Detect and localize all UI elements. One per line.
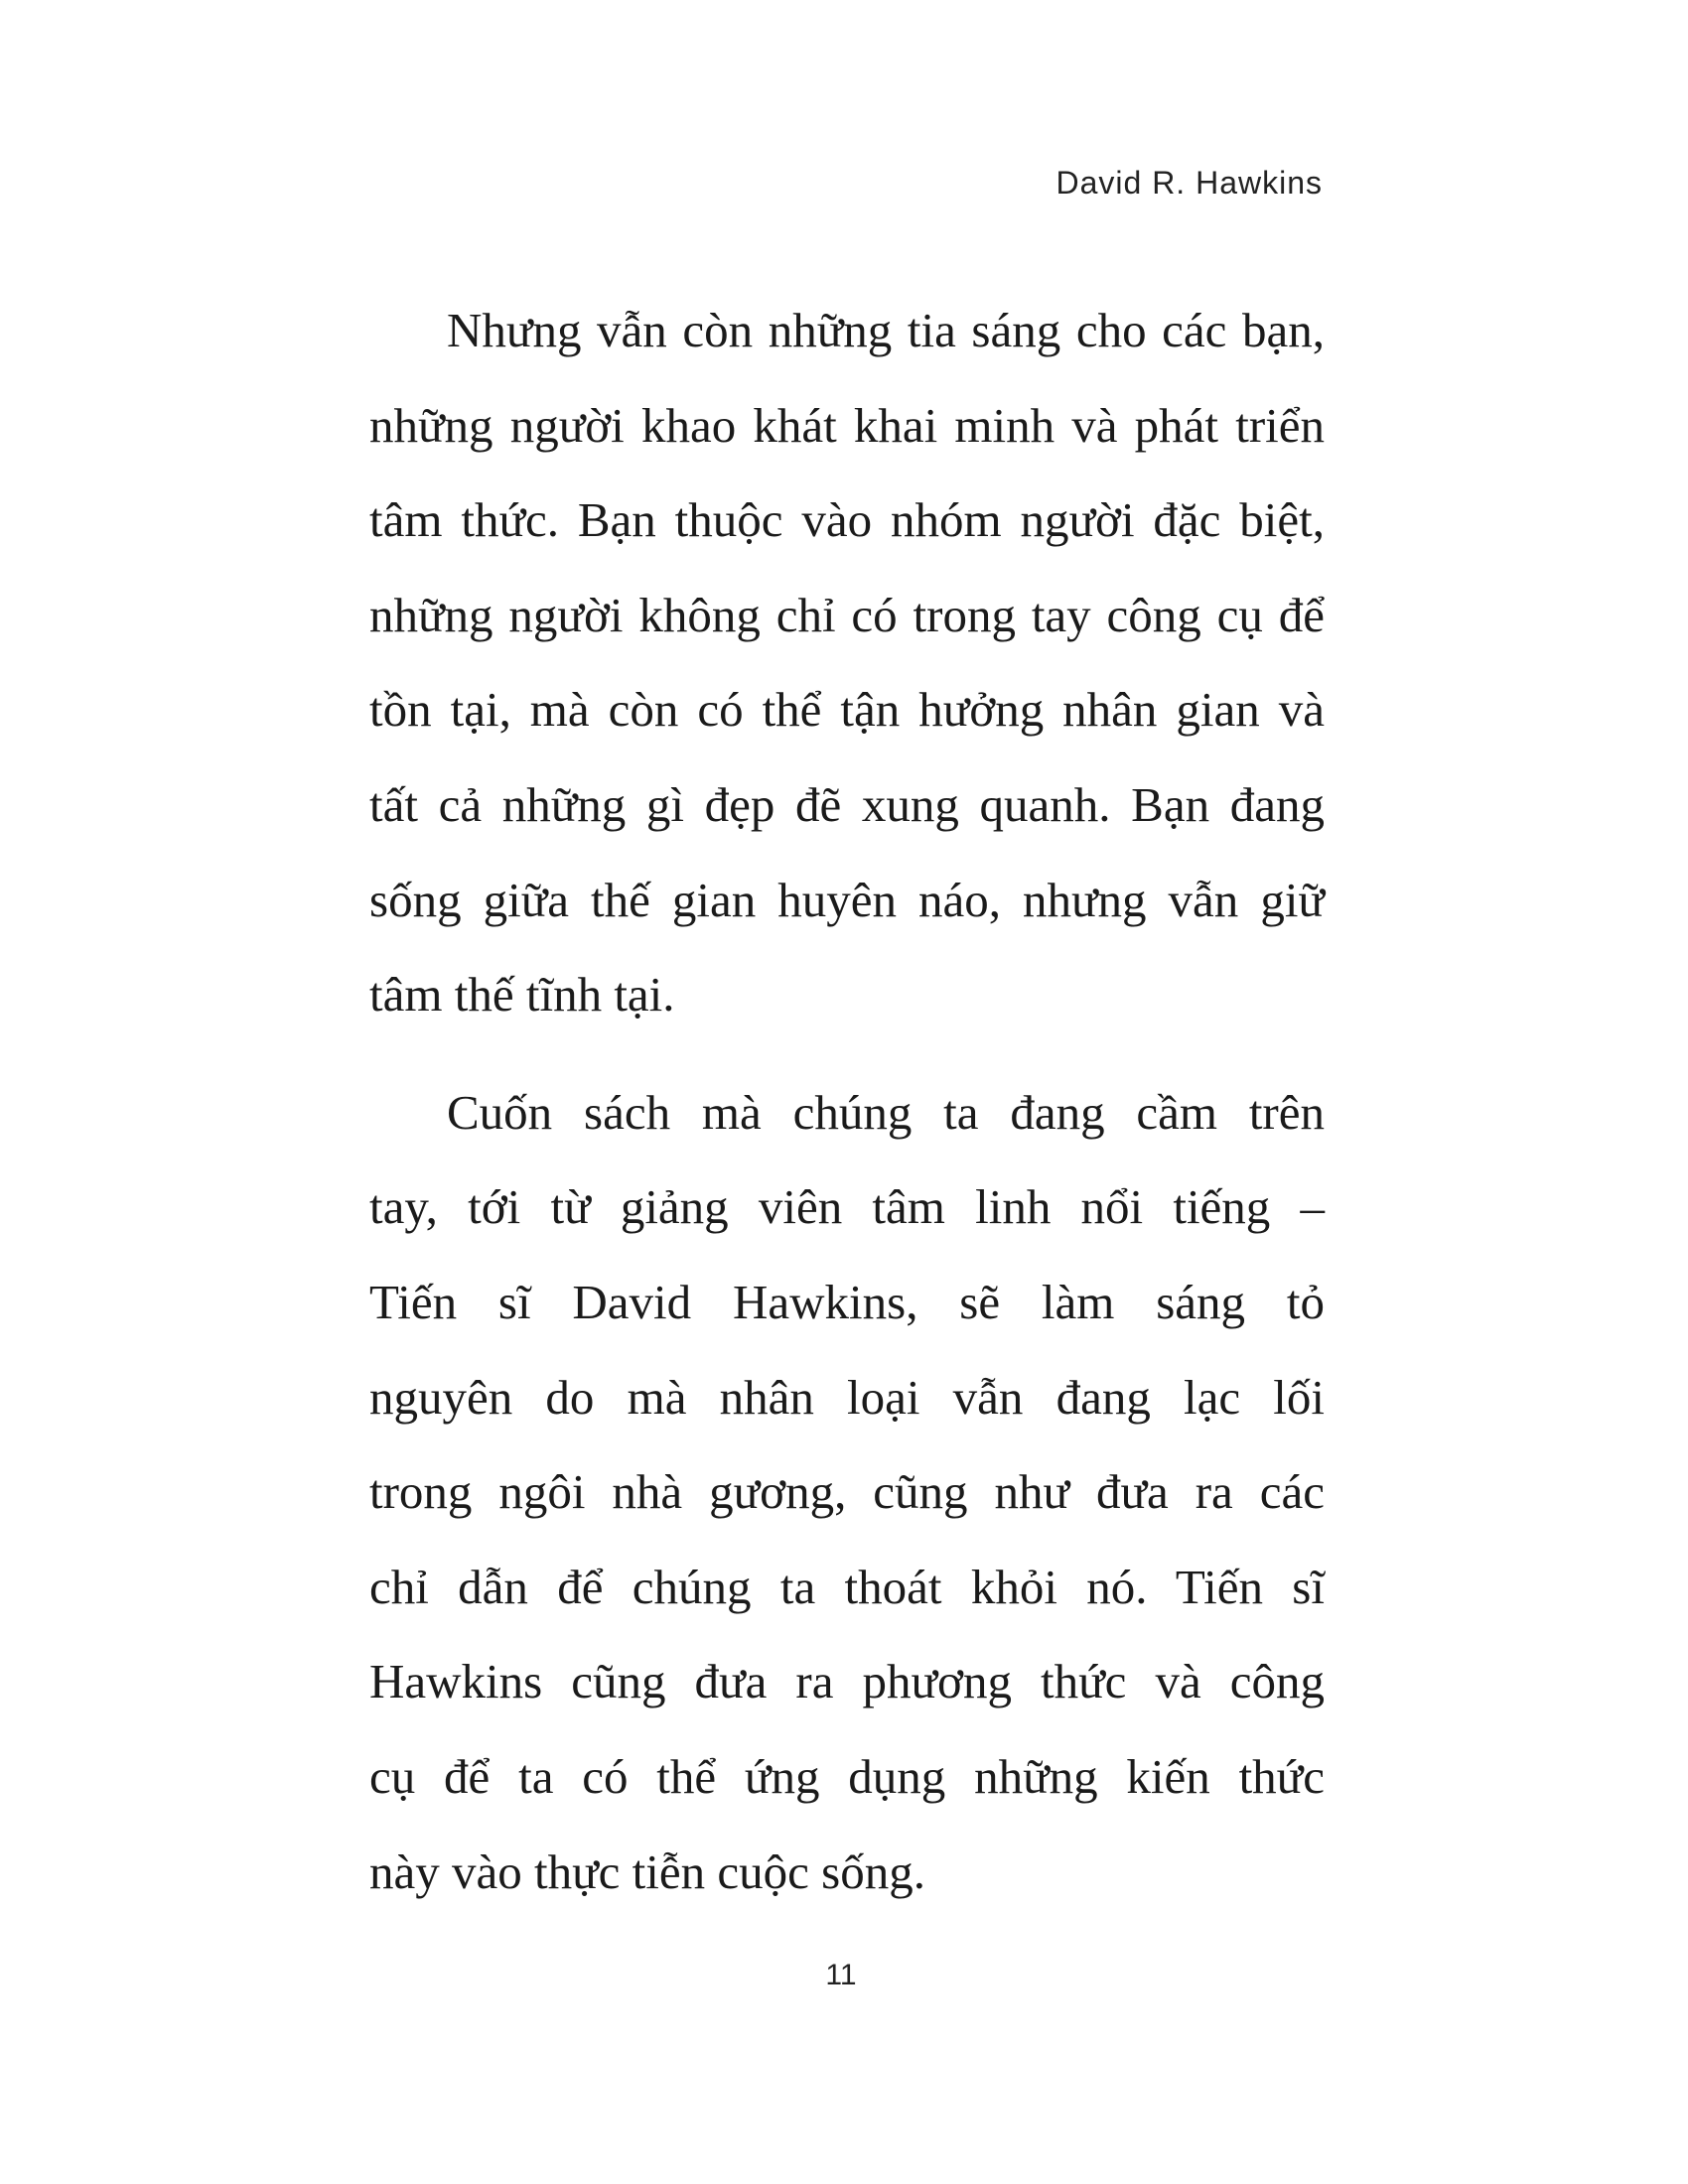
text-line: Hawkins cũng đưa ra phương thức và công — [369, 1654, 1325, 1709]
text-line: nguyên do mà nhân loại vẫn đang lạc lối — [369, 1369, 1325, 1425]
page-number: 11 — [825, 1959, 857, 1991]
text-line: những người không chỉ có trong tay công cụ để — [369, 587, 1325, 642]
text-line: chỉ dẫn để chúng ta thoát khỏi nó. Tiến sĩ — [369, 1559, 1325, 1614]
text-line: này vào thực tiễn cuộc sống. — [369, 1843, 925, 1899]
text-line: trong ngôi nhà gương, cũng như đưa ra các — [369, 1464, 1325, 1520]
text-line: cụ để ta có thể ứng dụng những kiến thức — [369, 1748, 1325, 1804]
paragraph-1 — [369, 283, 1325, 1042]
text-line: tay, tới từ giảng viên tâm linh nổi tiếng – — [369, 1179, 1325, 1235]
body-text — [369, 283, 1325, 1919]
text-line: Cuốn sách mà chúng ta đang cầm trên — [447, 1084, 1325, 1140]
text-line: tâm thế tĩnh tại. — [369, 967, 675, 1023]
text-line: Nhưng vẫn còn những tia sáng cho các bạn, — [447, 303, 1325, 357]
text-line: những người khao khát khai minh và phát triển — [369, 397, 1325, 453]
running-head-author: David R. Hawkins — [1055, 165, 1323, 201]
paragraph-2 — [369, 1065, 1325, 1919]
text-line: tâm thức. Bạn thuộc vào nhóm người đặc biệt, — [369, 492, 1325, 548]
text-line: sống giữa thế gian huyên náo, nhưng vẫn giữ — [369, 872, 1325, 927]
text-line: Tiến sĩ David Hawkins, sẽ làm sáng tỏ — [369, 1274, 1325, 1329]
text-line: tất cả những gì đẹp đẽ xung quanh. Bạn đang — [369, 776, 1325, 832]
text-line: tồn tại, mà còn có thể tận hưởng nhân gian và — [369, 682, 1325, 738]
